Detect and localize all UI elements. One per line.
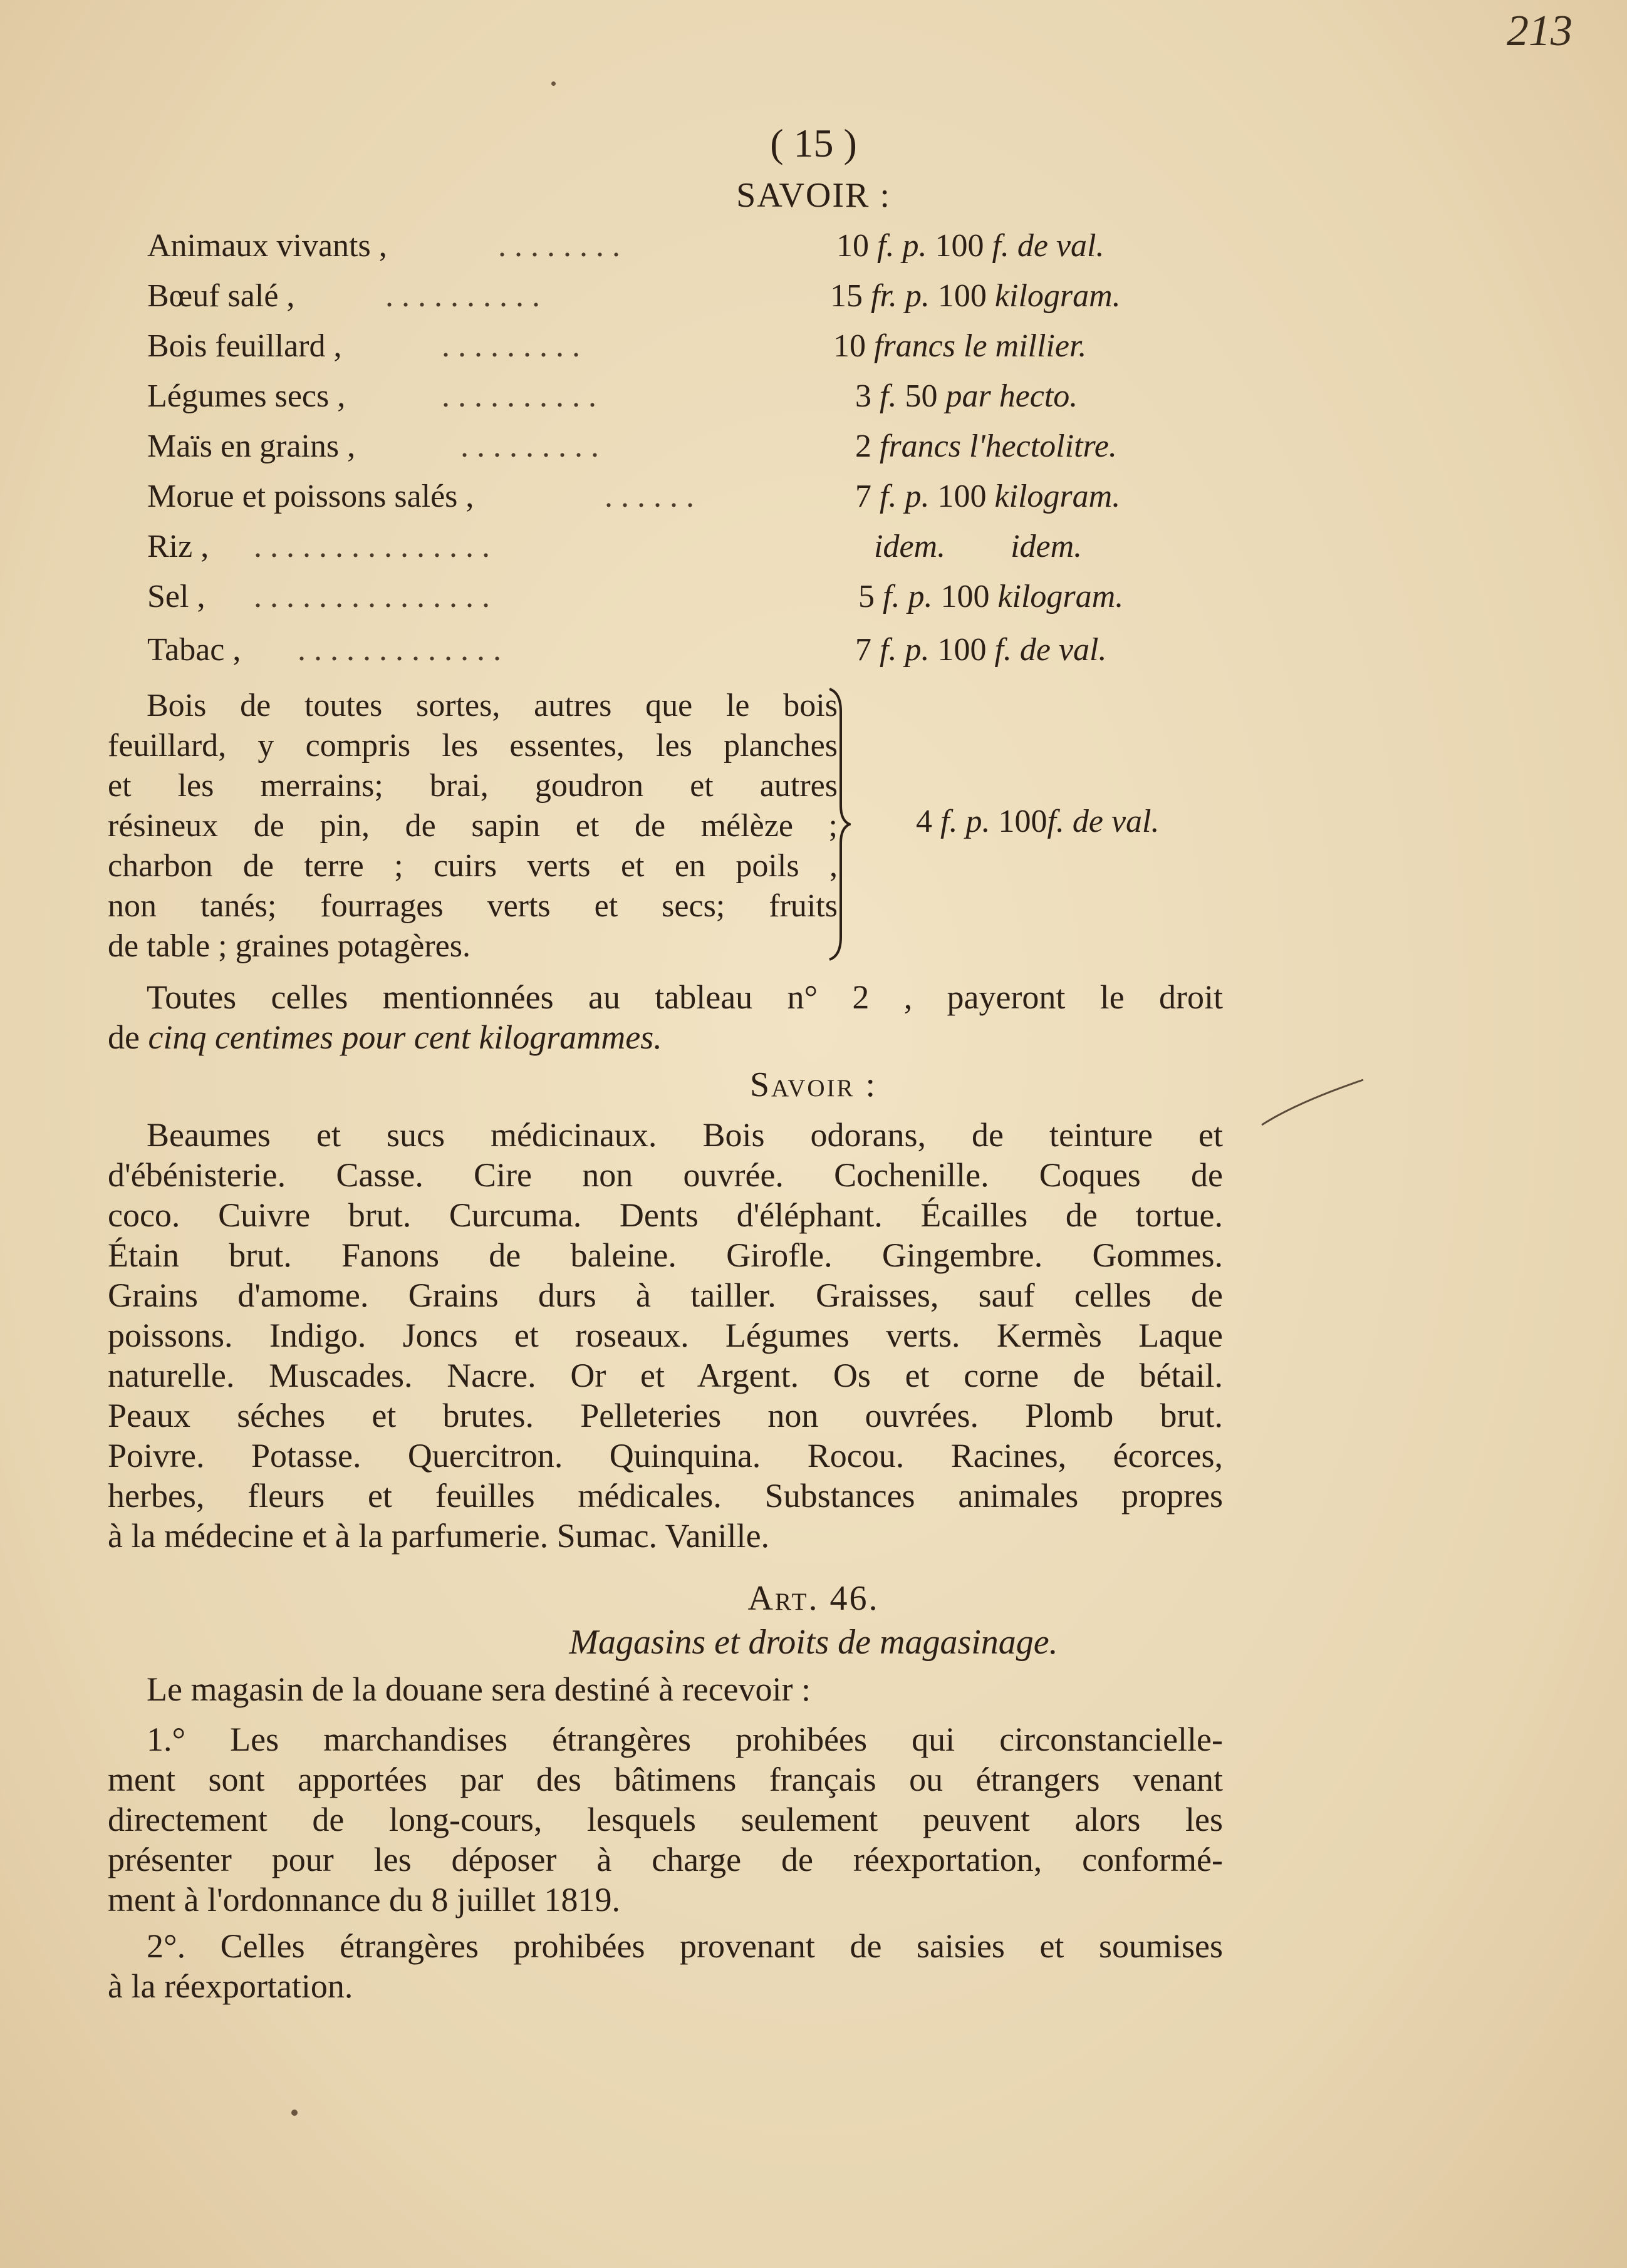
item-rate: 10 francs le millier. [833,328,1087,364]
paragraph-line: poissons. Indigo. Joncs et roseaux. Légumes verts. Kermès Laque [108,1317,1223,1354]
item-name: Sel , [147,579,205,614]
ink-speck [551,81,556,86]
item-name: Animaux vivants , [147,228,387,264]
brace-line: et les merrains; brai, goudron et autres [108,768,838,804]
paragraph-line: ment sont apportées par des bâtimens français ou étrangers venant [108,1761,1223,1798]
tariff-row [147,376,1237,417]
handwritten-folio-number: 213 [1507,7,1572,55]
tariff-row [147,276,1237,317]
ink-speck [291,2110,298,2116]
paragraph-line: présenter pour les déposer à charge de réexportation, conformé- [108,1841,1223,1878]
tariff-row [147,326,1237,367]
article-subtitle: Magasins et droits de magasinage. [569,1623,1058,1662]
paragraph-line: 1.° Les marchandises étrangères prohibées qui circonstancielle- [147,1721,1223,1758]
paragraph-line: Le magasin de la douane sera destiné à recevoir : [147,1670,811,1708]
item-rate: 5 f. p. 100 kilogram. [858,579,1124,614]
item-rate: 15 fr. p. 100 kilogram. [830,278,1121,314]
article-title: Art. 46. [747,1579,880,1618]
tariff-row [147,526,1237,567]
paragraph-line: ment à l'ordonnance du 8 juillet 1819. [108,1881,621,1918]
heading-savoir-2: Savoir : [749,1065,878,1104]
paragraph-line: à la médecine et à la parfumerie. Sumac. Vanille. [108,1517,770,1555]
leader-dots: . . . . . . . . . [460,428,599,464]
goods-list-paragraph [108,1115,1223,1556]
brace-line: Bois de toutes sortes, autres que le bois [147,688,838,723]
tariff-row [147,576,1237,618]
item-name: Riz , [147,529,209,564]
paragraph-line: herbes, fleurs et feuilles médicales. Substances animales propres [108,1477,1223,1515]
page-number: ( 15 ) [770,121,857,165]
leader-dots: . . . . . . . . . . [385,278,540,314]
tariff-row [147,426,1237,467]
paragraph-line: Étain brut. Fanons de baleine. Girofle. Gingembre. Gommes. [108,1236,1223,1274]
heading-savoir-1: SAVOIR : [736,176,891,215]
leader-dots: . . . . . . . . . [442,328,580,364]
paragraph-line: Poivre. Potasse. Quercitron. Quinquina. Rocou. Racines, écorces, [108,1437,1223,1474]
leader-dots: . . . . . . . . . . . . . [298,632,501,668]
brace-line: non tanés; fourrages verts et secs; fruits [108,888,838,924]
paragraph-line: d'ébénisterie. Casse. Cire non ouvrée. Cochenille. Coques de [108,1156,1223,1194]
bois-brace-block [108,686,838,966]
item-rate: 7 f. p. 100 kilogram. [855,479,1121,514]
item-rate: 2 francs l'hectolitre. [855,428,1117,464]
item-name: Bœuf salé , [147,278,295,314]
brace-line: de table ; graines potagères. [108,928,470,964]
leader-dots: . . . . . . . . . . . . . . . [254,529,490,564]
tariff-row [147,476,1237,517]
article-item-1 [108,1719,1223,1920]
toutes-celles-paragraph [108,977,1223,1057]
brace-line: charbon de terre ; cuirs verts et en poils , [108,848,838,884]
brace-line: feuillard, y compris les essentes, les planches [108,728,838,764]
item-rate: 7 f. p. 100 f. de val. [855,632,1107,668]
right-brace [826,686,851,962]
leader-dots: . . . . . . [605,479,694,514]
leader-dots: . . . . . . . . . . . . . . . [254,579,490,614]
tariff-row [147,629,1237,671]
item-name: Morue et poissons salés , [147,479,474,514]
paragraph-line: 2°. Celles étrangères prohibées provenant de saisies et soumises [147,1927,1223,1965]
item-name: Bois feuillard , [147,328,342,364]
item-name: Légumes secs , [147,378,346,414]
paragraph-line: directement de long-cours, lesquels seulement peuvent alors les [108,1801,1223,1838]
paragraph-line: Peaux séches et brutes. Pelleteries non ouvrées. Plomb brut. [108,1397,1223,1434]
paragraph-line: Toutes celles mentionnées au tableau n° 2 , payeront le droit [147,978,1223,1016]
article-intro [108,1669,1223,1709]
paragraph-line: Grains d'amome. Grains durs à tailler. Graisses, sauf celles de [108,1276,1223,1314]
leader-dots: . . . . . . . . . . [442,378,596,414]
leader-dots: . . . . . . . . [498,228,620,264]
paragraph-line: coco. Cuivre brut. Curcuma. Dents d'éléphant. Écailles de tortue. [108,1196,1223,1234]
paragraph-line: à la réexportation. [108,1967,353,2005]
item-rate: 3 f. 50 par hecto. [855,378,1078,414]
pencil-mark [1259,1077,1366,1127]
paragraph-line: naturelle. Muscades. Nacre. Or et Argent. Os et corne de bétail. [108,1357,1223,1394]
item-name: Tabac , [147,632,241,668]
paragraph-line: de cinq centimes pour cent kilogrammes. [108,1018,662,1056]
brace-line: résineux de pin, de sapin et de mélèze ; [108,808,838,844]
paragraph-line: Beaumes et sucs médicinaux. Bois odorans, de teinture et [147,1116,1223,1154]
item-rate: 10 f. p. 100 f. de val. [836,228,1105,264]
article-item-2 [108,1926,1223,2006]
item-name: Maïs en grains , [147,428,356,464]
bois-rate: 4 f. p. 100f. de val. [916,804,1160,839]
item-rate: idem. idem. [874,529,1083,564]
tariff-row [147,225,1237,267]
